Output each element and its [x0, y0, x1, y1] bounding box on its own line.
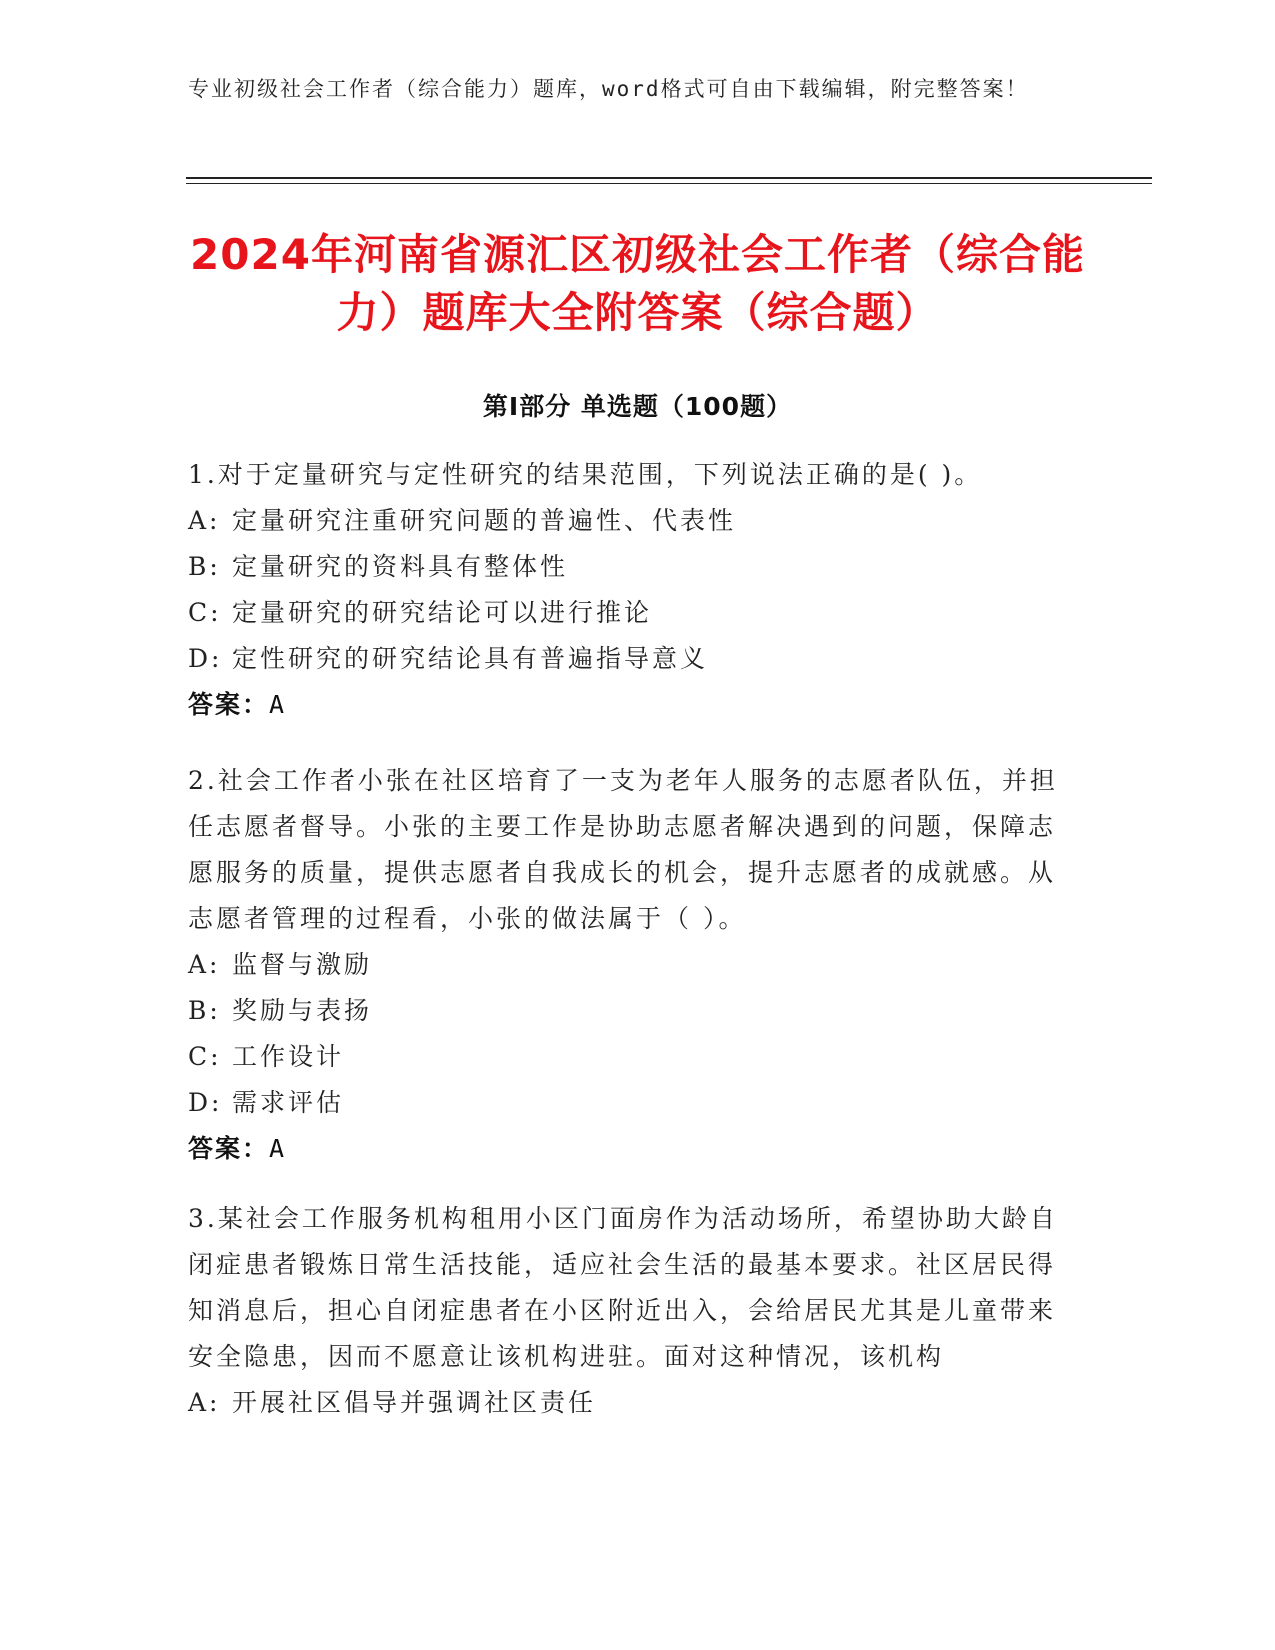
header-note: 专业初级社会工作者（综合能力）题库，word格式可自由下载编辑，附完整答案！: [188, 77, 1029, 101]
option-text: 奖励与表扬: [232, 996, 373, 1025]
option-letter: C:: [188, 598, 222, 627]
option-text: 开展社区倡导并强调社区责任: [232, 1388, 597, 1417]
answer-line: [188, 682, 1068, 728]
question-text: 2.社会工作者小张在社区培育了一支为老年人服务的志愿者队伍，并担任志愿者督导。小张的主要工作是协助志愿者解决遇到的问题，保障志愿服务的质量，提供志愿者自我成长的机会，提升志愿者的成就感。从志愿者管理的过程看，小张的做法属于（ ）。: [188, 766, 1058, 933]
answer-label: 答案：: [188, 1134, 270, 1163]
option-letter: D:: [188, 1088, 223, 1117]
answer-value: A: [269, 1134, 287, 1163]
option-text: 工作设计: [232, 1042, 345, 1071]
option-d: [188, 1080, 1068, 1126]
option-c: [188, 1034, 1068, 1080]
option-letter: B:: [188, 552, 221, 581]
option-a: [188, 1380, 1068, 1426]
option-letter: A:: [188, 1388, 221, 1417]
option-text: 定量研究的研究结论可以进行推论: [232, 598, 653, 627]
option-b: [188, 544, 1068, 590]
option-c: [188, 590, 1068, 636]
option-letter: B:: [188, 996, 221, 1025]
question-2: [188, 758, 1068, 1172]
answer-line: [188, 1126, 1068, 1172]
option-text: 定量研究的资料具有整体性: [232, 552, 569, 581]
header-rule-thick: [186, 177, 1152, 179]
option-d: [188, 636, 1068, 682]
question-3: [188, 1196, 1068, 1426]
option-a: [188, 942, 1068, 988]
option-letter: A:: [188, 506, 221, 535]
document-title: 2024年河南省源汇区初级社会工作者（综合能力）题库大全附答案（综合题）: [190, 230, 1085, 337]
option-text: 监督与激励: [232, 950, 373, 979]
option-letter: A:: [188, 950, 221, 979]
option-text: 定量研究注重研究问题的普遍性、代表性: [232, 506, 737, 535]
question-text: 1.对于定量研究与定性研究的结果范围，下列说法正确的是( )。: [188, 460, 983, 489]
section-heading: 第I部分 单选题（100题）: [482, 392, 793, 421]
header-rule-thin: [186, 183, 1152, 184]
question-1: [188, 452, 1068, 728]
option-letter: D:: [188, 644, 223, 673]
option-a: [188, 498, 1068, 544]
option-b: [188, 988, 1068, 1034]
answer-value: A: [269, 690, 287, 719]
option-text: 需求评估: [232, 1088, 345, 1117]
answer-label: 答案：: [188, 690, 270, 719]
question-text: 3.某社会工作服务机构租用小区门面房作为活动场所，希望协助大龄自闭症患者锻炼日常生活技能，适应社会生活的最基本要求。社区居民得知消息后，担心自闭症患者在小区附近出入，会给居民尤其是儿童带来安全隐患，因而不愿意让该机构进驻。面对这种情况，该机构: [188, 1204, 1058, 1371]
option-text: 定性研究的研究结论具有普遍指导意义: [232, 644, 709, 673]
option-letter: C:: [188, 1042, 222, 1071]
